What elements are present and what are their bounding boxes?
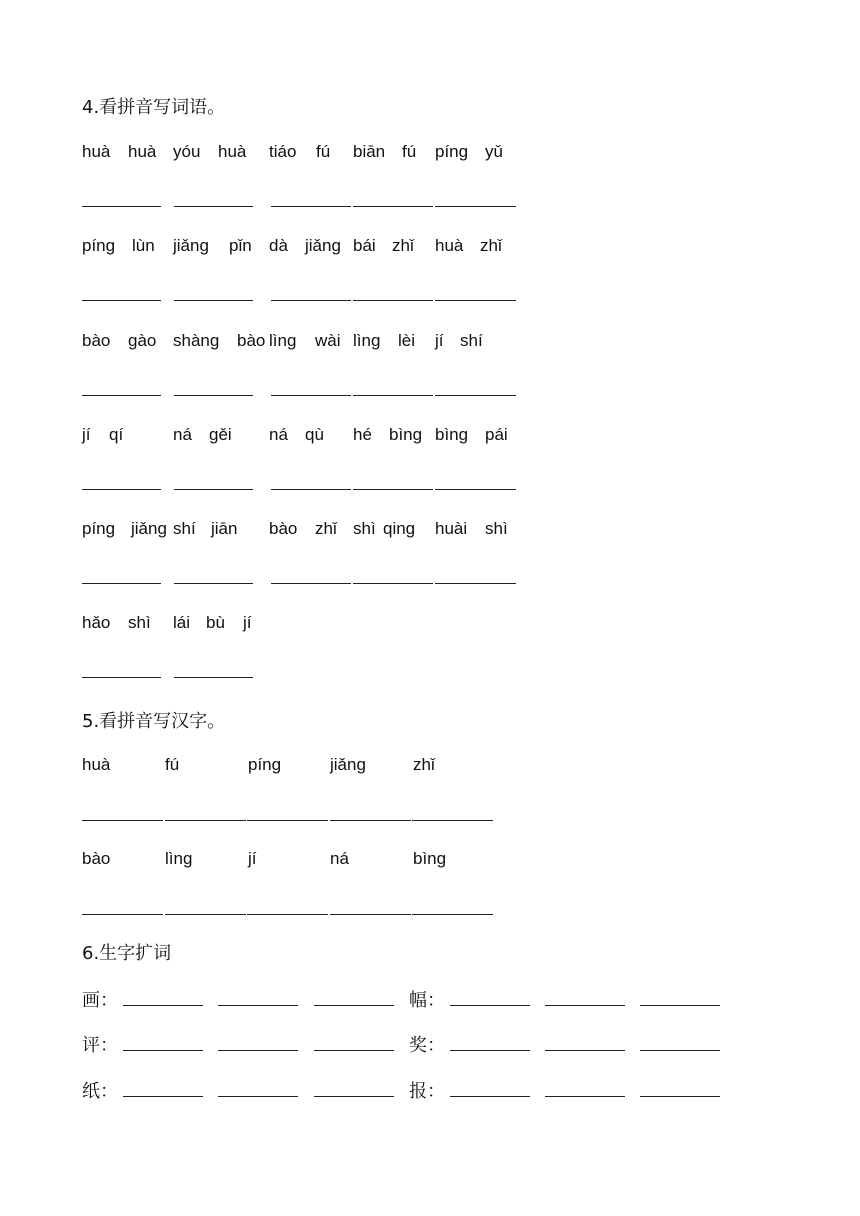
pinyin-character: jí [248, 849, 257, 868]
answer-blank[interactable] [271, 489, 351, 490]
word-blank[interactable] [123, 1096, 203, 1097]
answer-blank[interactable] [82, 300, 161, 301]
pinyin-syllable: zhǐ [315, 519, 337, 538]
pinyin-syllable: gěi [209, 425, 232, 444]
answer-blank[interactable] [353, 583, 433, 584]
pinyin-syllable: shì [128, 613, 151, 632]
pinyin-syllable: pái [485, 425, 508, 444]
answer-blank[interactable] [174, 395, 253, 396]
answer-blank[interactable] [271, 583, 351, 584]
pinyin-syllable: ná [173, 425, 192, 444]
pinyin-syllable: ná [269, 425, 288, 444]
word-blank[interactable] [218, 1005, 298, 1006]
pinyin-syllable: bào [82, 331, 111, 350]
pinyin-syllable: huài [435, 519, 468, 538]
word-blank[interactable] [123, 1005, 203, 1006]
pinyin-syllable: shí [460, 331, 483, 350]
pinyin-syllable: dà [269, 236, 288, 255]
pinyin-syllable: bào [269, 519, 298, 538]
pinyin-syllable: jí [435, 331, 444, 350]
character-label: 画： [82, 990, 118, 1011]
pinyin-syllable: yóu [173, 142, 201, 161]
pinyin-syllable: lèi [398, 331, 416, 350]
answer-blank[interactable] [271, 300, 351, 301]
pinyin-syllable: bái [353, 236, 376, 255]
answer-blank[interactable] [353, 489, 433, 490]
pinyin-syllable: huà [435, 236, 464, 255]
word-blank[interactable] [123, 1050, 203, 1051]
answer-blank[interactable] [82, 677, 161, 678]
pinyin-syllable: jiān [211, 519, 238, 538]
answer-blank[interactable] [82, 583, 161, 584]
pinyin-syllable: qù [305, 425, 324, 444]
word-blank[interactable] [218, 1050, 298, 1051]
answer-blank[interactable] [353, 206, 433, 207]
answer-blank[interactable] [165, 820, 246, 821]
pinyin-syllable: shí [173, 519, 196, 538]
pinyin-character: huà [82, 755, 111, 774]
answer-blank[interactable] [330, 820, 411, 821]
character-label: 纸： [82, 1081, 118, 1102]
pinyin-syllable: jí [243, 613, 252, 632]
pinyin-character: fú [165, 755, 180, 774]
pinyin-syllable: huà [128, 142, 157, 161]
answer-blank[interactable] [435, 300, 516, 301]
pinyin-syllable: bào [237, 331, 266, 350]
word-blank[interactable] [450, 1050, 530, 1051]
answer-blank[interactable] [435, 395, 516, 396]
pinyin-syllable: huà [82, 142, 111, 161]
pinyin-character: zhǐ [413, 755, 435, 774]
word-blank[interactable] [640, 1096, 720, 1097]
pinyin-syllable: gào [128, 331, 157, 350]
pinyin-syllable: zhǐ [480, 236, 502, 255]
pinyin-syllable: lái [173, 613, 191, 632]
answer-blank[interactable] [247, 820, 328, 821]
pinyin-character: ná [330, 849, 349, 868]
answer-blank[interactable] [435, 489, 516, 490]
section-5-title: 5.看拼音写汉字。 [82, 711, 226, 732]
word-blank[interactable] [450, 1005, 530, 1006]
pinyin-character: bào [82, 849, 111, 868]
pinyin-syllable: yǔ [485, 142, 503, 161]
answer-blank[interactable] [353, 300, 433, 301]
answer-blank[interactable] [353, 395, 433, 396]
pinyin-syllable: jiǎng [173, 236, 209, 255]
answer-blank[interactable] [82, 489, 161, 490]
answer-blank[interactable] [174, 677, 253, 678]
word-blank[interactable] [218, 1096, 298, 1097]
pinyin-syllable: bù [206, 613, 225, 632]
pinyin-syllable: shàng [173, 331, 220, 350]
answer-blank[interactable] [412, 914, 493, 915]
character-label: 报： [409, 1081, 445, 1102]
answer-blank[interactable] [174, 206, 253, 207]
answer-blank[interactable] [435, 206, 516, 207]
answer-blank[interactable] [412, 820, 493, 821]
pinyin-character: lìng [165, 849, 193, 868]
pinyin-syllable: biān [353, 142, 386, 161]
pinyin-syllable: hǎo [82, 613, 111, 632]
answer-blank[interactable] [435, 583, 516, 584]
word-blank[interactable] [640, 1050, 720, 1051]
answer-blank[interactable] [330, 914, 411, 915]
section-4-title: 4.看拼音写词语。 [82, 97, 226, 118]
pinyin-syllable: qing [383, 519, 416, 538]
pinyin-syllable: qí [109, 425, 124, 444]
word-blank[interactable] [545, 1050, 625, 1051]
answer-blank[interactable] [271, 206, 351, 207]
pinyin-syllable: tiáo [269, 142, 297, 161]
pinyin-character: píng [248, 755, 282, 774]
character-label: 幅： [409, 990, 445, 1011]
pinyin-syllable: píng [82, 519, 116, 538]
pinyin-syllable: píng [435, 142, 469, 161]
word-blank[interactable] [314, 1005, 394, 1006]
answer-blank[interactable] [165, 914, 246, 915]
pinyin-syllable: bìng [389, 425, 423, 444]
answer-blank[interactable] [247, 914, 328, 915]
pinyin-syllable: shì [485, 519, 508, 538]
pinyin-syllable: píng [82, 236, 116, 255]
answer-blank[interactable] [271, 395, 351, 396]
pinyin-syllable: jí [82, 425, 91, 444]
pinyin-syllable: lìng [269, 331, 297, 350]
word-blank[interactable] [314, 1050, 394, 1051]
pinyin-syllable: bìng [435, 425, 469, 444]
answer-blank[interactable] [82, 395, 161, 396]
word-blank[interactable] [640, 1005, 720, 1006]
word-blank[interactable] [314, 1096, 394, 1097]
pinyin-syllable: wài [315, 331, 341, 350]
pinyin-syllable: fú [402, 142, 417, 161]
pinyin-syllable: hé [353, 425, 372, 444]
pinyin-syllable: shì [353, 519, 376, 538]
word-blank[interactable] [545, 1005, 625, 1006]
pinyin-character: jiǎng [330, 755, 366, 774]
answer-blank[interactable] [174, 489, 253, 490]
pinyin-syllable: huà [218, 142, 247, 161]
character-label: 评： [82, 1035, 118, 1056]
pinyin-syllable: jiǎng [305, 236, 341, 255]
character-label: 奖： [409, 1035, 445, 1056]
answer-blank[interactable] [82, 820, 163, 821]
pinyin-syllable: lùn [132, 236, 155, 255]
word-blank[interactable] [450, 1096, 530, 1097]
answer-blank[interactable] [82, 914, 163, 915]
pinyin-syllable: zhǐ [392, 236, 414, 255]
pinyin-character: bìng [413, 849, 447, 868]
pinyin-syllable: pǐn [229, 236, 252, 255]
pinyin-syllable: lìng [353, 331, 381, 350]
section-6-title: 6.生字扩词 [82, 943, 172, 964]
answer-blank[interactable] [174, 583, 253, 584]
pinyin-syllable: jiǎng [131, 519, 167, 538]
pinyin-syllable: fú [316, 142, 331, 161]
answer-blank[interactable] [174, 300, 253, 301]
word-blank[interactable] [545, 1096, 625, 1097]
answer-blank[interactable] [82, 206, 161, 207]
